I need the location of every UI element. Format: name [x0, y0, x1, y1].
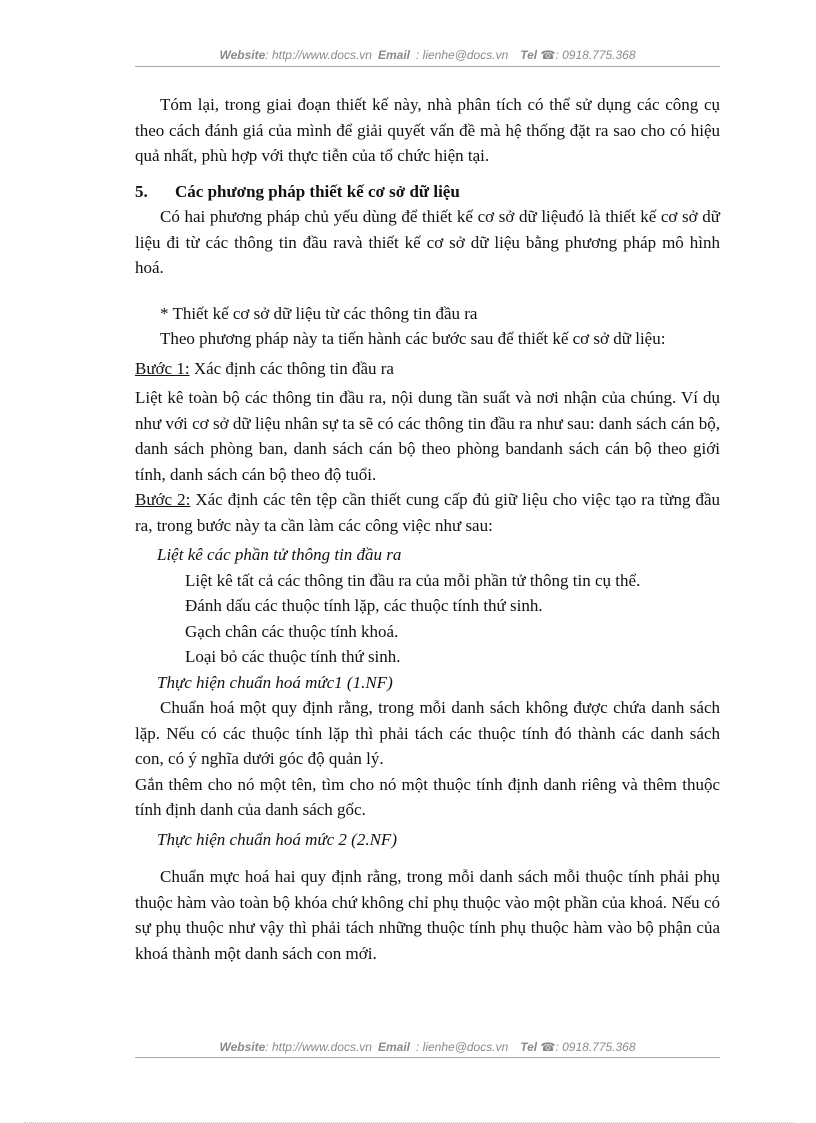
paragraph-2nf: Chuẩn mực hoá hai quy định rằng, trong mỗi danh sách mỗi thuộc tính phải phụ thuộc hàm vào toàn bộ khóa chứ không chỉ phụ thuộc vào một phần của khoá. Nếu có sự phụ thuộc như vậy thì phải tách những thuộc tính phụ thuộc hàm vào bộ phận của khoá thành một danh sách con mới.	[135, 867, 720, 963]
email-value[interactable]: lienhe@docs.vn	[422, 48, 509, 62]
tel-label: Tel	[520, 1040, 538, 1054]
subheading-list-outputs: Liệt kê các phần tử thông tin đầu ra	[157, 545, 402, 564]
website-url[interactable]: http://www.docs.vn	[271, 48, 372, 62]
tel-value: : 0918.775.368	[555, 48, 636, 62]
paragraph-output-method: * Thiết kế cơ sở dữ liệu từ các thông tin đầu ra	[160, 303, 478, 323]
phone-icon: ☎	[540, 1040, 556, 1054]
website-separator: :	[265, 48, 272, 62]
section-title: Các phương pháp thiết kế cơ sở dữ liệu	[175, 181, 460, 201]
phone-icon: ☎	[540, 48, 556, 62]
footer-rule	[135, 1057, 720, 1058]
website-url[interactable]: http://www.docs.vn	[271, 1040, 372, 1054]
subheading-1nf: Thực hiện chuẩn hoá mức1 (1.NF)	[157, 672, 393, 692]
step-2	[135, 487, 720, 538]
paragraph-1nf: Chuẩn hoá một quy định rằng, trong mỗi danh sách không được chứa danh sách lặp. Nếu có các thuộc tính lặp thì phải tách các thuộc tính đó thành các danh sách con, có ý nghĩa dưới góc độ quản lý.	[135, 698, 720, 768]
section-heading	[135, 179, 720, 205]
paragraph-summary: Tóm lại, trong giai đoạn thiết kế này, nhà phân tích có thể sử dụng các công cụ theo cách đánh giá của mình để giải quyết vấn đề mà hệ thống đặt ra sao cho có hiệu quả nhất, phù hợp với thực tiễn của tổ chức hiện tại.	[135, 95, 720, 165]
step-1-label: Bước 1:	[135, 358, 190, 378]
step-1-text: Xác định các thông tin đầu ra	[189, 358, 394, 378]
list-item: Gạch chân các thuộc tính khoá.	[185, 621, 399, 641]
list-item: Loại bỏ các thuộc tính thứ sinh.	[185, 647, 401, 666]
website-label: Website	[219, 1040, 266, 1054]
step-2-text: Xác định các tên tệp cần thiết cung cấp đủ giữ liệu cho việc tạo ra từng đầu ra, trong bước này ta cần làm các công việc như sau:	[135, 490, 721, 535]
website-separator: :	[265, 1040, 272, 1054]
paragraph-step-1-detail: Liệt kê toàn bộ các thông tin đầu ra, nội dung tần suất và nơi nhận của chúng. Ví dụ như với cơ sở dữ liệu nhân sự ta sẽ có các thông tin đầu ra như sau: danh sách cán bộ, danh sách phòng ban, danh sách cán bộ theo phòng bandanh sách cán bộ theo giới tính, danh sách cán bộ theo độ tuổi.	[135, 388, 720, 484]
section-number: 5.	[135, 181, 148, 201]
step-2-label: Bước 2:	[135, 490, 191, 509]
step-1	[135, 356, 720, 382]
paragraph-steps-intro: Theo phương pháp này ta tiến hành các bước sau để thiết kế cơ sở dữ liệu:	[160, 329, 666, 348]
paragraph-1nf-naming: Gắn thêm cho nó một tên, tìm cho nó một thuộc tính định danh riêng và thêm thuộc tính định danh của danh sách gốc.	[135, 774, 720, 819]
page-header	[135, 48, 720, 62]
list-item: Liệt kê tất cả các thông tin đầu ra của mỗi phần tử thông tin cụ thể.	[185, 570, 641, 590]
page-footer	[135, 1040, 720, 1054]
email-separator: :	[416, 48, 423, 62]
document-body	[135, 92, 720, 966]
email-label: Email	[377, 48, 410, 62]
list-item: Đánh dấu các thuộc tính lặp, các thuộc tính thứ sinh.	[185, 596, 543, 615]
email-label: Email	[377, 1040, 410, 1054]
tel-value: : 0918.775.368	[555, 1040, 636, 1054]
subheading-2nf: Thực hiện chuẩn hoá mức 2 (2.NF)	[157, 829, 397, 849]
header-rule	[135, 66, 720, 67]
paragraph-intro: Có hai phương pháp chủ yếu dùng để thiết kế cơ sở dữ liệuđó là thiết kế cơ sở dữ liệu đi từ các thông tin đầu ravà thiết kế cơ sở dữ liệu bằng phương pháp mô hình hoá.	[135, 207, 720, 277]
email-value[interactable]: lienhe@docs.vn	[422, 1040, 509, 1054]
tel-label: Tel	[520, 48, 538, 62]
website-label: Website	[219, 48, 266, 62]
email-separator: :	[416, 1040, 423, 1054]
